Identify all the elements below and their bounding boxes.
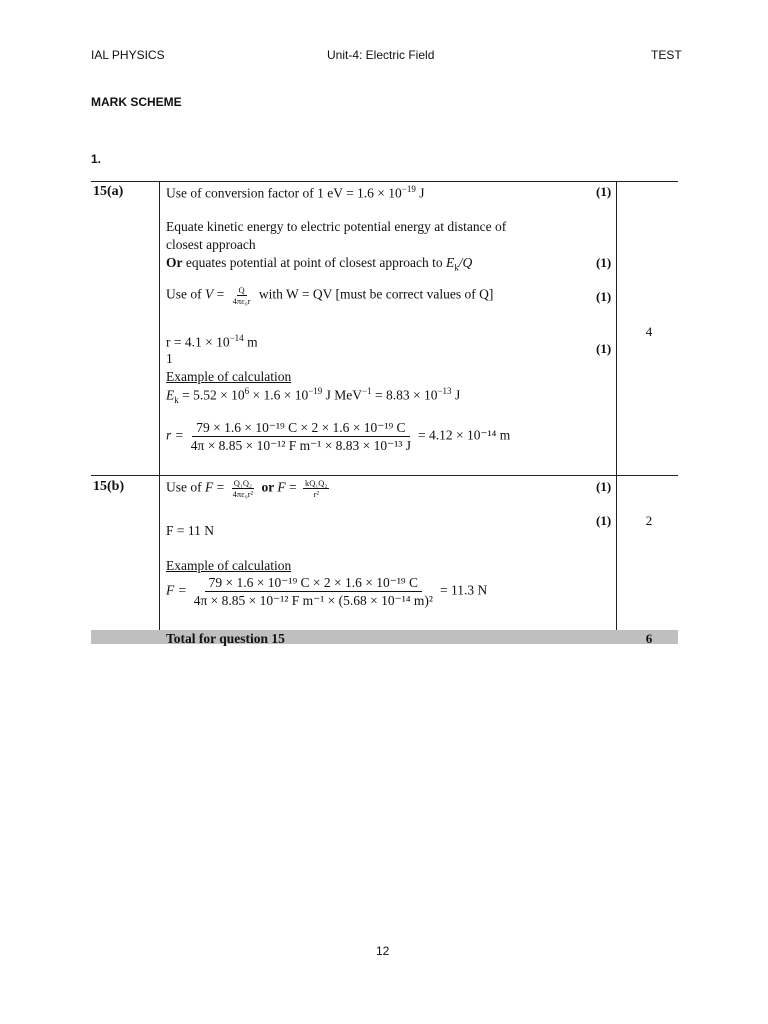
- answer-line: Or equates potential at point of closest approach to $E_k/Q$: [166, 255, 473, 273]
- mark: (1): [596, 341, 612, 356]
- row-total-marks: 2: [645, 513, 653, 528]
- table-top-border: [91, 181, 678, 182]
- page-title: MARK SCHEME: [91, 95, 182, 109]
- fraction: $\frac{Q}{\text{4πε₀r}}$: [232, 285, 251, 306]
- example-label: Example of calculation: [166, 558, 292, 573]
- answer-line: Use of V = $\frac{Q}{\text{4πε₀r}}$ with W = QV [must be correct values of Q]: [166, 285, 494, 306]
- fraction: $\frac{\text{kQ₁Q₂}}{\text{r²}}$: [304, 478, 328, 499]
- row-divider: [91, 475, 678, 476]
- header-unit: Unit-4: Electric Field: [327, 48, 435, 62]
- mark: (1): [596, 479, 612, 494]
- calculation-fraction-line: r = $\frac{\text{79 × 1.6 × 10⁻¹⁹ C × 2 × 1.6 × 10⁻¹⁹ C}}{\text{4π × 8.85 × 10⁻¹² F m⁻¹ × 8.83 × 10⁻¹³ J}}$ = 4.12 × 10⁻¹⁴ m: [166, 420, 511, 453]
- answer-line: 1: [166, 351, 173, 366]
- column-divider-right: [616, 181, 617, 644]
- mark: (1): [596, 184, 612, 199]
- total-marks: 6: [645, 631, 653, 646]
- answer-line: F = 11 N: [166, 523, 214, 538]
- column-divider-left: [159, 181, 160, 644]
- calculation-fraction-line: F = $\frac{\text{79 × 1.6 × 10⁻¹⁹ C × 2 × 1.6 × 10⁻¹⁹ C}}{\text{4π × 8.85 × 10⁻¹² F m⁻¹ × (5.68 × 10⁻¹⁴ m)²}}$ = 11.3 N: [166, 575, 488, 608]
- mark: (1): [596, 255, 612, 270]
- mark: (1): [596, 513, 612, 528]
- answer-line: Use of conversion factor of 1 eV = $1.6 \times 10^{-19}$ J: [166, 184, 425, 201]
- question-number: 1.: [91, 152, 102, 166]
- mark: (1): [596, 289, 612, 304]
- answer-line: closest approach: [166, 237, 256, 252]
- answer-line: Use of F = $\frac{\text{Q₁Q₂}}{\text{4πε₀r²}}$ or F = $\frac{\text{kQ₁Q₂}}{\text{r²}}$: [166, 478, 328, 499]
- total-label: Total for question 15: [166, 631, 285, 646]
- fraction: $\frac{\text{Q₁Q₂}}{\text{4πε₀r²}}$: [232, 478, 254, 499]
- question-label-15a: 15(a): [93, 184, 124, 199]
- answer-line: Equate kinetic energy to electric potential energy at distance of: [166, 219, 507, 234]
- header-subject: IAL PHYSICS: [91, 48, 165, 62]
- example-label: Example of calculation: [166, 369, 292, 384]
- answer-line: $r = 4.1 \times 10^{-14}$ m: [166, 333, 258, 350]
- header-type: TEST: [651, 48, 682, 62]
- calculation-line: $E_k = 5.52 \times 10^6 \times 1.6 \times 10^{-19}$ J $MeV^{-1} = 8.83 \times 10^{-13}$ J: [166, 386, 461, 406]
- question-label-15b: 15(b): [93, 479, 125, 494]
- fraction: $\frac{\text{79 × 1.6 × 10⁻¹⁹ C × 2 × 1.6 × 10⁻¹⁹ C}}{\text{4π × 8.85 × 10⁻¹² F m⁻¹ × (5.68 × 10⁻¹⁴ m)²}}$: [193, 575, 433, 608]
- page-number: 12: [376, 944, 390, 958]
- mark-scheme-table: [91, 181, 678, 644]
- fraction: $\frac{\text{79 × 1.6 × 10⁻¹⁹ C × 2 × 1.6 × 10⁻¹⁹ C}}{\text{4π × 8.85 × 10⁻¹² F m⁻¹ × 8.83 × 10⁻¹³ J}}$: [190, 420, 412, 453]
- row-total-marks: 4: [645, 324, 653, 339]
